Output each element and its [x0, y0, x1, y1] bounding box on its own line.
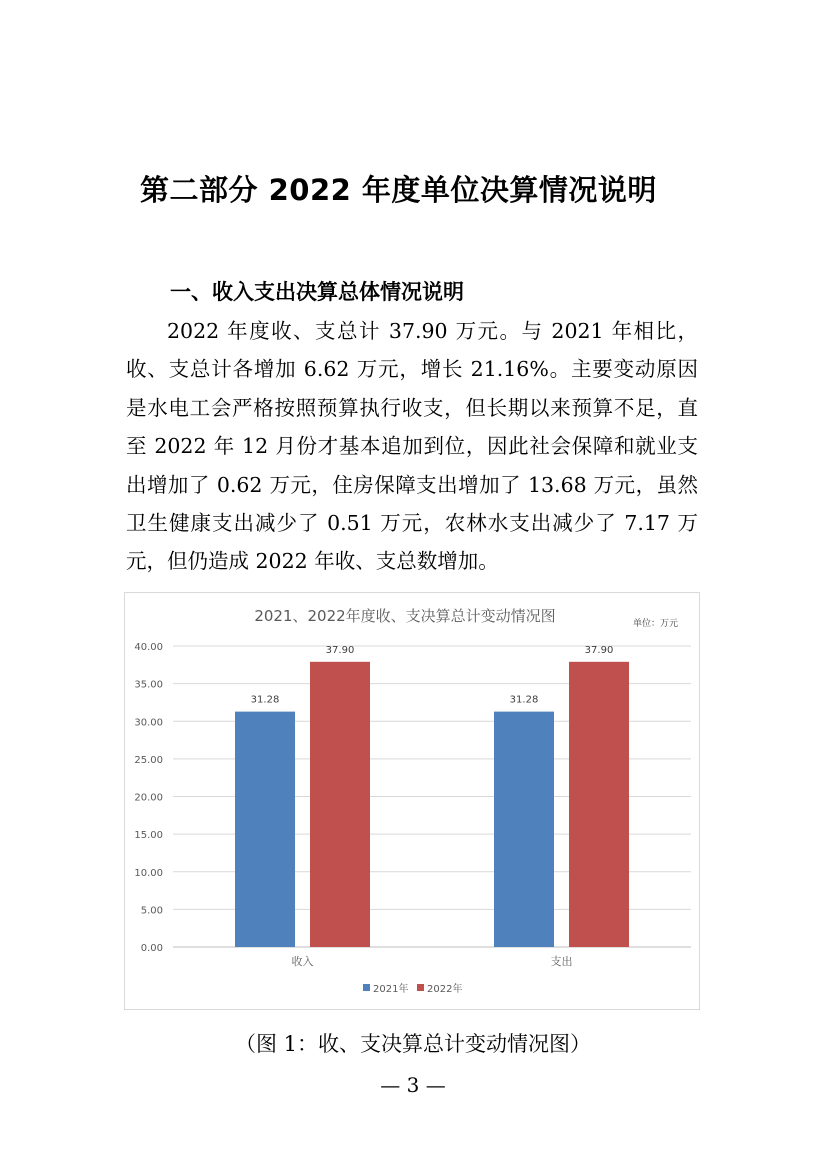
y-axis-ticks [134, 642, 163, 954]
figure-caption: （图 1：收、支决算总计变动情况图） [234, 1032, 592, 1056]
page-title: 第二部分 2022 年度单位决算情况说明 [140, 173, 657, 207]
data-label: 31.28 [509, 694, 539, 706]
data-label: 37.90 [584, 644, 614, 656]
bar-1-1 [235, 712, 295, 947]
bar-chart [125, 593, 699, 1009]
legend-label-1: 2021年 [373, 984, 409, 995]
data-labels [251, 645, 614, 706]
data-label: 37.90 [325, 644, 355, 656]
legend-swatch-2 [417, 984, 424, 991]
y-tick-label: 30.00 [134, 717, 163, 729]
bar-2-1 [494, 712, 554, 947]
y-tick-label: 20.00 [134, 792, 163, 804]
legend-label-2: 2022年 [427, 984, 463, 995]
x-tick-label: 收入 [291, 955, 314, 968]
chart-unit-note: 单位：万元 [633, 619, 679, 629]
section-heading: 一、收入支出决算总体情况说明 [170, 280, 464, 304]
y-tick-label: 15.00 [134, 830, 163, 842]
y-tick-label: 0.00 [140, 943, 163, 954]
chart-title: 2021、2022年度收、支决算总计变动情况图 [254, 607, 556, 625]
body-paragraph: 2022 年度收、支总计 37.90 万元。与 2021 年相比，收、支总计各增加 6.62 万元，增长 21.16%。主要变动原因是水电工会严格按照预算执行收支，但长期以来预算不足，直至 2022 年 12 月份才基本追加到位，因此社会保障和就业支出增加了 0.62 万元，住房保障支出增加了 13.68 万元，虽然卫生健康支出减少了 0.51 万元，农林水支出减少了 7.17 万元，但仍造成 2022 年收、支总数增加。 [126, 319, 698, 574]
x-axis-ticks [292, 954, 573, 968]
chart-bars [235, 662, 629, 947]
y-tick-label: 40.00 [134, 642, 163, 653]
chart-legend [363, 982, 462, 995]
y-tick-label: 35.00 [134, 679, 163, 691]
legend-swatch-1 [363, 984, 370, 991]
y-tick-label: 10.00 [134, 867, 163, 879]
y-tick-label: 25.00 [134, 754, 163, 766]
y-tick-label: 5.00 [140, 905, 163, 917]
chart-container [124, 592, 700, 1010]
page-number: — 3 — [380, 1073, 446, 1097]
bar-2-2 [569, 662, 629, 947]
x-tick-label: 支出 [550, 955, 573, 968]
bar-1-2 [310, 662, 370, 947]
data-label: 31.28 [250, 694, 280, 706]
